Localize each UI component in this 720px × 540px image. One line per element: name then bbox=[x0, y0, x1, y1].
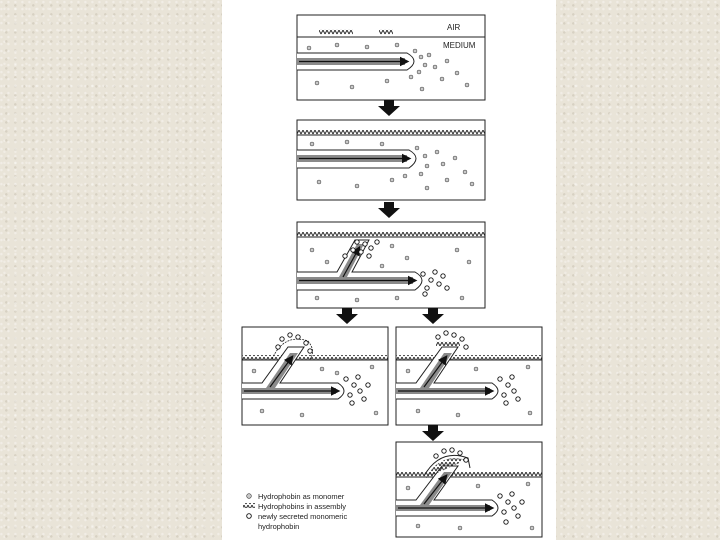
panel-stage-5 bbox=[396, 442, 542, 537]
legend-item-assembly bbox=[243, 502, 346, 511]
legend-secreted-label-line2: hydrophobin bbox=[258, 522, 300, 531]
down-arrow-2 bbox=[378, 202, 400, 218]
panel-stage-1 bbox=[297, 15, 485, 100]
legend-item-monomer bbox=[247, 492, 345, 501]
down-arrow-4 bbox=[422, 425, 444, 441]
panel-stage-4b bbox=[396, 327, 542, 425]
panel-stage-3 bbox=[297, 222, 485, 308]
legend-assembly-label: Hydrophobins in assembly bbox=[258, 502, 346, 511]
slide-page bbox=[222, 0, 556, 540]
down-arrow-3b bbox=[422, 308, 444, 324]
hydrophobin-diagram bbox=[222, 0, 556, 540]
legend-secreted-label-line1: newly secreted monomeric bbox=[258, 512, 348, 521]
down-arrow-3a bbox=[336, 308, 358, 324]
air-label: AIR bbox=[447, 23, 461, 32]
panel-stage-4a bbox=[242, 327, 388, 425]
medium-label: MEDIUM bbox=[443, 41, 476, 50]
panel-stage-2 bbox=[297, 120, 485, 200]
legend bbox=[243, 492, 347, 531]
legend-item-secreted bbox=[247, 512, 348, 531]
down-arrow-1 bbox=[378, 100, 400, 116]
legend-monomer-label: Hydrophobin as monomer bbox=[258, 492, 345, 501]
